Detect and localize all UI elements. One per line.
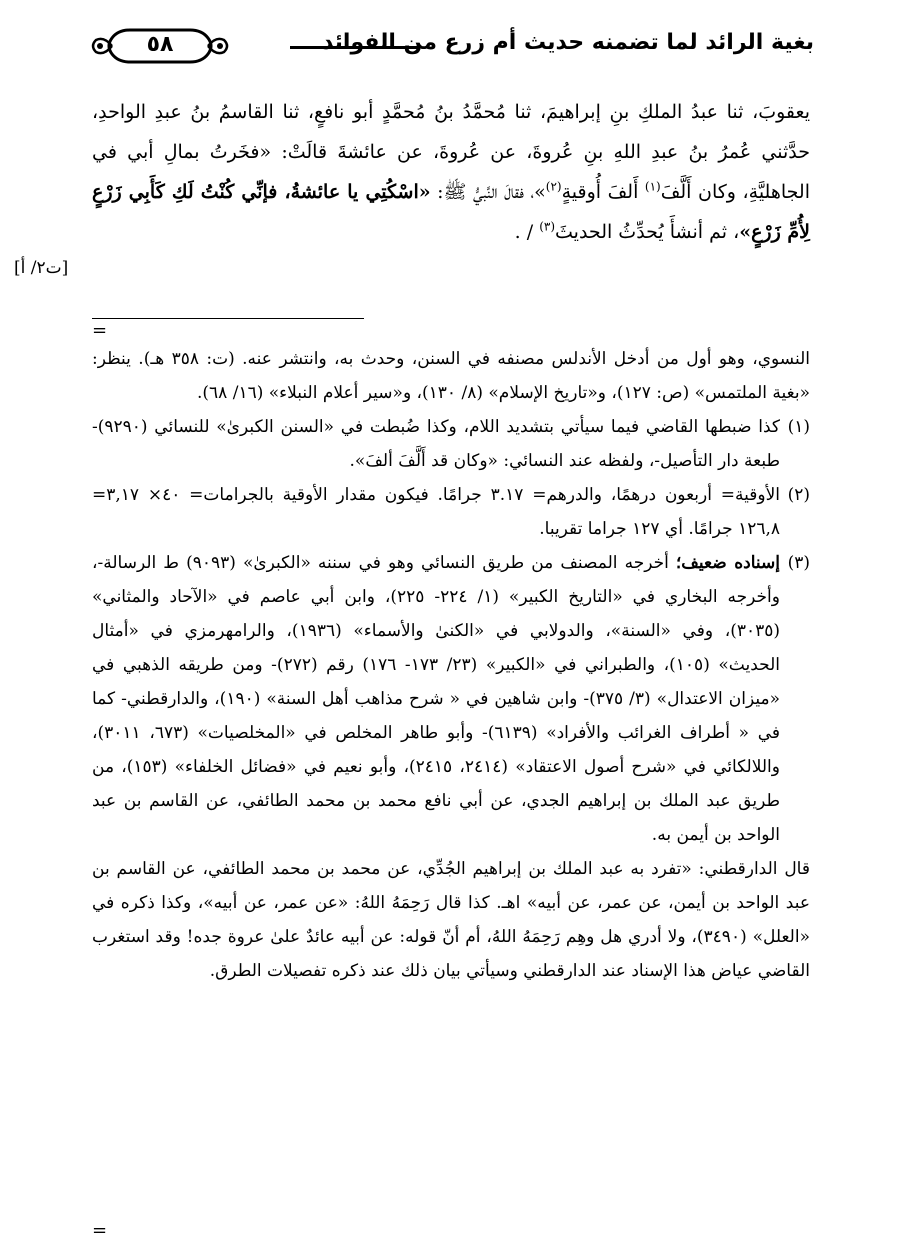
- page-number: ٥٨: [146, 32, 174, 57]
- footnote-3: [92, 546, 810, 852]
- footnote-ref-3: (٣): [539, 219, 556, 234]
- main-text-part-4: ، ثم أنشأَ يُحدِّثُ الحديثَ: [555, 221, 740, 243]
- main-paragraph: [92, 92, 810, 252]
- footnote-text: الأوقية= أربعون درهمًا، والدرهم= ٣.١٧ جرامًا. فيكون مقدار الأوقية بالجرامات= ٤٠× ٣,١٧= ١٢٦,٨ جرامًا. أي ١٢٧ جراما تقريبا.: [92, 485, 780, 539]
- header-title: بغية الرائد لما تضمنه حديث أم زرع من الفوائد: [321, 30, 814, 55]
- continuation-mark-bottom: =: [92, 1220, 108, 1241]
- footnote-number: (٣): [787, 553, 810, 573]
- footnote-number: (١): [787, 417, 810, 437]
- main-text-part-1: يعقوبَ، ثنا عبدُ الملكِ بنِ إبراهيمَ، ثنا مُحمَّدُ بنُ مُحمَّدٍ أبو نافعٍ، ثنا القاسمُ بنُ عبدِ الواحدِ، حدَّثني عُمرُ بنُ عبدِ اللهِ بنِ عُروةَ، عن عُروةَ، عن عائشةَ قالَتْ: «فخَرتُ بمالِ أبي في الجاهليَّةِ، وكان أَلَّفَ: [92, 101, 810, 203]
- main-text-part-3: »، فقالَ النَّبيُّ ﷺ:: [430, 181, 546, 203]
- footnote-1: [92, 410, 810, 478]
- page-number-ornament: [90, 24, 230, 68]
- prophet-quote: «اسْكُتِي يا عائشةُ، فإنِّي كُنْتُ لَكِ كَأَبِي زَرْعٍ لِأُمِّ زَرْعٍ»: [92, 181, 810, 243]
- footnote-ref-1: (١): [644, 179, 661, 194]
- continuation-mark-top: =: [92, 320, 108, 341]
- main-text-part-5: / .: [514, 221, 540, 243]
- main-text-part-2: أَلفَ أُوقيةٍ: [561, 181, 645, 203]
- footnote-text: أخرجه المصنف من طريق النسائي وهو في سننه «الكبرىٰ» (٩٠٩٣) ط الرسالة-، وأخرجه البخاري في «التاريخ الكبير» (١/ ٢٢٤- ٢٢٥)، وابن أبي عاصم في «الآحاد والمثاني» (٣٠٣٥)، وفي «السنة»، والدولابي في «الكنىٰ والأسماء» (١٩٣٦)، والرامهرمزي في «أمثال الحديث» (١٠٥)، والطبراني في «الكبير» (٢٣/ ١٧٣- ١٧٦) رقم (٢٧٢)- ومن طريقه الذهبي في «ميزان الاعتدال» (٣/ ٣٧٥)- وابن شاهين في « شرح مذاهب أهل السنة» (١٩٠)، والدارقطني- كما في « أطراف الغرائب والأفراد» (٦١٣٩)- وأبو طاهر المخلص في «المخلصيات» (٦٧٣، ٣٠١١)، واللالكائي في «شرح أصول الاعتقاد» (٢٤١٤، ٢٤١٥)، وأبو نعيم في «فضائل الخلفاء» (١٥٣)، من طريق عبد الملك بن إبراهيم الجدي، عن أبي نافع محمد بن محمد الطائفي، عن القاسم بن عبد الواحد بن أيمن به.: [92, 553, 781, 845]
- manuscript-folio-marker: [ت٢/ أ]: [14, 258, 69, 278]
- footnote-3-continued: قال الدارقطني: «تفرد به عبد الملك بن إبراهيم الجُدِّي، عن محمد بن محمد الطائفي، عن القاسم بن عبد الواحد بن أيمن، عن عمر، عن أبيه» اهـ. كذا قال رَحِمَهُ اللهُ: «عن عمر، عن أبيه»، وكذا ذكره في «العلل» (٣٤٩٠)، ولا أدري هل وهِم رَحِمَهُ اللهُ، أم أنّ قوله: عن أبيه عائدٌ علىٰ عروة جده! وقد استغرب القاضي عياض هذا الإسناد عند الدارقطني وسيأتي بيان ذلك عند ذكره تفصيلات الطرق.: [92, 859, 810, 981]
- footnote-separator: [92, 318, 364, 319]
- running-header: [90, 24, 814, 70]
- footnote-text: كذا ضبطها القاضي فيما سيأتي بتشديد اللام، وكذا ضُبطت في «السنن الكبرىٰ» للنسائي (٩٢٩٠)- طبعة دار التأصيل-، ولفظه عند النسائي: «وكان قد أَلَّفَ ألفَ».: [92, 417, 780, 471]
- footnote-ref-2: (٢): [545, 179, 562, 194]
- header-rule: [290, 46, 419, 49]
- footnote-2: [92, 478, 810, 546]
- main-text: [92, 92, 810, 252]
- footnote-continued: النسوي، وهو أول من أدخل الأندلس مصنفه في السنن، وحدث به، وانتشر عنه. (ت: ٣٥٨ هـ). ينظر: «بغية الملتمس» (ص: ١٢٧)، و«تاريخ الإسلام» (٨/ ١٣٠)، و«سير أعلام النبلاء» (١٦/ ٦٨).: [92, 349, 810, 403]
- footnotes: [92, 342, 810, 988]
- footnote-grade: إسناده ضعيف؛: [675, 553, 780, 573]
- footnote-number: (٢): [787, 485, 810, 505]
